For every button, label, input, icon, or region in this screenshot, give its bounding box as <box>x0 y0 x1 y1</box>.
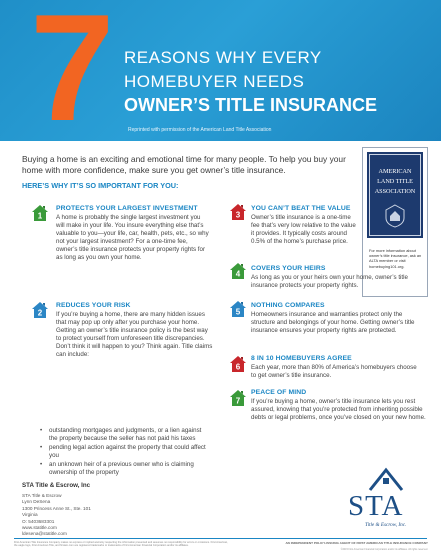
house-1-icon <box>31 204 49 222</box>
contact-line: STA Title & Escrow <box>22 493 62 498</box>
svg-text:5: 5 <box>235 307 241 317</box>
intro-paragraph: Buying a home is an exciting and emotional time for many people. To help you buy your home with more confidence, make sure you get owner’s title insurance. <box>22 154 346 175</box>
svg-text:2: 2 <box>37 308 43 318</box>
svg-text:3: 3 <box>235 210 241 220</box>
contact-line: 1300 Princess Anne St., Ste. 101 <box>22 505 91 511</box>
list-item: • pending legal action against the property that could affect you <box>40 444 208 460</box>
reason-6-title: 8 IN 10 HOMEBUYERS AGREE <box>251 355 352 362</box>
reason-7-body: If you’re buying a home, owner’s title insurance lets you rest assured, knowing that you’re protected from inheriting possible debts or legal problems, once you’ve closed on your new home. <box>251 398 426 422</box>
list-item: • an unknown heir of a previous owner who is claiming ownership of the property <box>40 461 208 477</box>
house-7-icon <box>229 389 247 407</box>
reason-6-body: Each year, more than 80% of America’s homebuyers choose to get owner’s title insurance. <box>251 364 417 380</box>
roof-icon <box>368 466 404 492</box>
email-link[interactable]: ldesena@statitle.com <box>22 531 67 537</box>
title-claims-list <box>40 427 208 479</box>
svg-text:1: 1 <box>37 211 43 221</box>
reason-5-title: NOTHING COMPARES <box>251 302 325 309</box>
copyright-text: ©2015 First American Financial Corporation and/or its affiliates. All rights reserved. <box>340 548 428 551</box>
alta-logo: AMERICAN LAND TITLE ASSOCIATION <box>367 152 423 238</box>
house-3-icon <box>229 203 247 221</box>
title-line-1: REASONS WHY EVERY <box>124 48 322 67</box>
big-seven: 7 <box>30 0 111 141</box>
sta-logo-mark: STA <box>348 490 404 522</box>
disclaimer-text: First American Title Insurance Company makes no express or implied warranty respecting the information presented and assumes no responsibility for errors or omissions. First American, the eagle logo, First American Title, and firstam.com are registered trademarks or trademarks of First American Financial Corporation and/or its affiliates. <box>14 541 228 548</box>
svg-text:4: 4 <box>235 269 241 279</box>
alta-seal-icon <box>385 204 405 228</box>
house-6-icon <box>229 355 247 373</box>
svg-text:7: 7 <box>235 396 241 406</box>
alta-info-text: For more information about owner’s title insurance, ask an ALTA member or visit homebuying101.org. <box>369 248 422 269</box>
reason-7-title: PEACE OF MIND <box>251 389 307 396</box>
title-line-2: HOMEBUYER NEEDS <box>124 72 305 91</box>
house-4-icon <box>229 262 247 280</box>
svg-text:6: 6 <box>235 362 241 372</box>
title-line-3: OWNER’S TITLE INSURANCE <box>124 95 378 115</box>
reason-1-title: PROTECTS YOUR LARGEST INVESTMENT <box>56 205 198 212</box>
contact-line: O: 5403683301 <box>22 518 55 524</box>
reason-1-body: A home is probably the single largest investment you will make in your life. You insure everything else that’s valuable to you—your life, car, health, pets, etc., so why not your largest investment? For a one-time fee, owner’s title insurance protects your property rights for as long as you own your home. <box>56 214 209 262</box>
agent-statement: AN INDEPENDENT POLICY-ISSUING AGENT OF FIRST AMERICAN TITLE INSURANCE COMPANY <box>285 541 428 545</box>
why-heading: HERE’S WHY IT’S SO IMPORTANT FOR YOU: <box>22 181 179 190</box>
contact-block <box>22 482 242 538</box>
reason-4-title: COVERS YOUR HEIRS <box>251 265 326 272</box>
reason-2-title: REDUCES YOUR RISK <box>56 302 131 309</box>
reason-3-title: YOU CAN’T BEAT THE VALUE <box>251 205 351 212</box>
website-link[interactable]: www.statitle.com <box>22 525 57 531</box>
contact-line: Lynn DeSena <box>22 499 51 505</box>
sta-logo-sub: Title & Escrow, Inc. <box>365 522 407 528</box>
contact-line: Virginia <box>22 512 38 518</box>
reason-5-body: Homeowners insurance and warranties protect only the structure and belongings of your home. Getting owner’s title insurance ensures your property rights are protected. <box>251 311 415 335</box>
reason-4-body: As long as you or your heirs own your home, owner’s title insurance protects your property rights. <box>251 274 408 290</box>
list-item: • outstanding mortgages and judgments, or a lien against the property because the seller has not paid his taxes <box>40 427 208 443</box>
reason-2-body: If you’re buying a home, there are many hidden issues that may pop up only after you purchase your home. Getting an owner’s title insurance policy is the best way to protect yourself from unforeseen title discrepancies. Don’t think it will happen to you? Think again. Title claims can include: <box>56 311 213 359</box>
sta-logo <box>346 466 426 536</box>
reprint-credit: Reprinted with permission of the American Land Title Association <box>128 127 272 133</box>
footer-divider <box>14 538 427 539</box>
house-2-icon <box>31 301 49 319</box>
house-5-icon <box>229 300 247 318</box>
header-banner <box>0 0 441 141</box>
company-name: STA Title & Escrow, Inc <box>22 482 91 489</box>
reason-3-body: Owner’s title insurance is a one-time fee that’s very low relative to the value it provides. It typically costs around 0.5% of the home’s purchase price. <box>251 214 356 246</box>
